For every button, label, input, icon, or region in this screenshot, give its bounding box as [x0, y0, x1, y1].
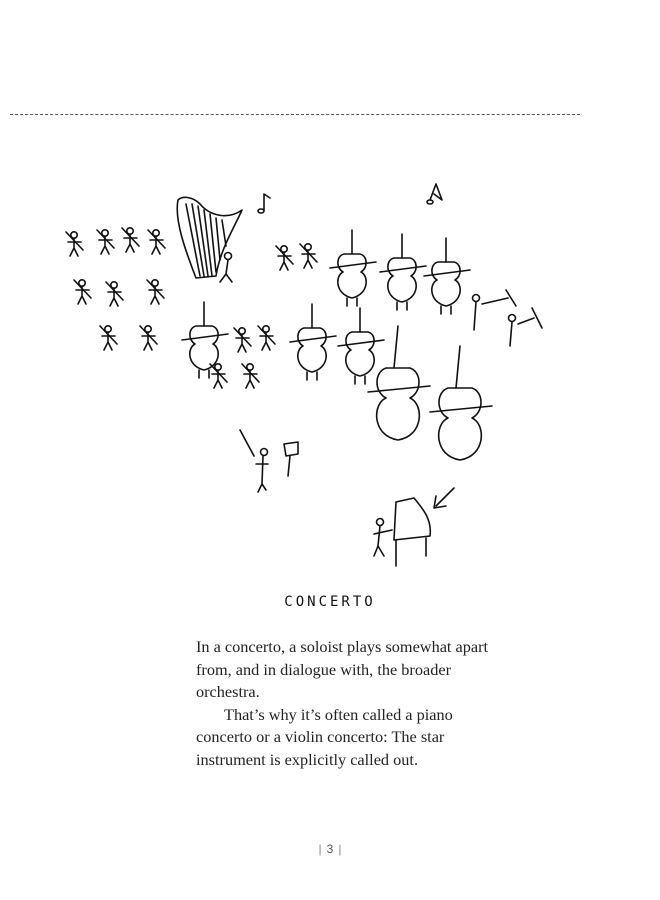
violin-section	[66, 228, 165, 350]
page-number-divider: |	[318, 842, 322, 856]
body-text	[196, 636, 496, 771]
page-number-divider: |	[338, 842, 342, 856]
music-note-icon	[427, 184, 442, 204]
page-number-footer	[0, 842, 660, 856]
arrow-icon	[434, 488, 454, 508]
conductor-figure	[240, 430, 268, 492]
double-bass-section	[368, 326, 492, 460]
trumpet-icon	[509, 308, 543, 346]
music-note-icon	[258, 194, 270, 213]
page-number: 3	[326, 842, 334, 856]
music-stand-icon	[284, 442, 298, 476]
illustration-caption: CONCERTO	[284, 594, 376, 610]
trumpet-icon	[473, 290, 517, 330]
orchestra-illustration	[50, 180, 570, 580]
piano-soloist	[374, 498, 430, 566]
paragraph: In a concerto, a soloist plays somewhat apart from, and in dialogue with, the broader orchestra.	[196, 637, 489, 701]
dashed-divider	[10, 114, 580, 115]
paragraph: That’s why it’s often called a piano concerto or a violin concerto: The star instrument is explicitly called out.	[196, 704, 453, 769]
harp-icon	[177, 197, 242, 282]
